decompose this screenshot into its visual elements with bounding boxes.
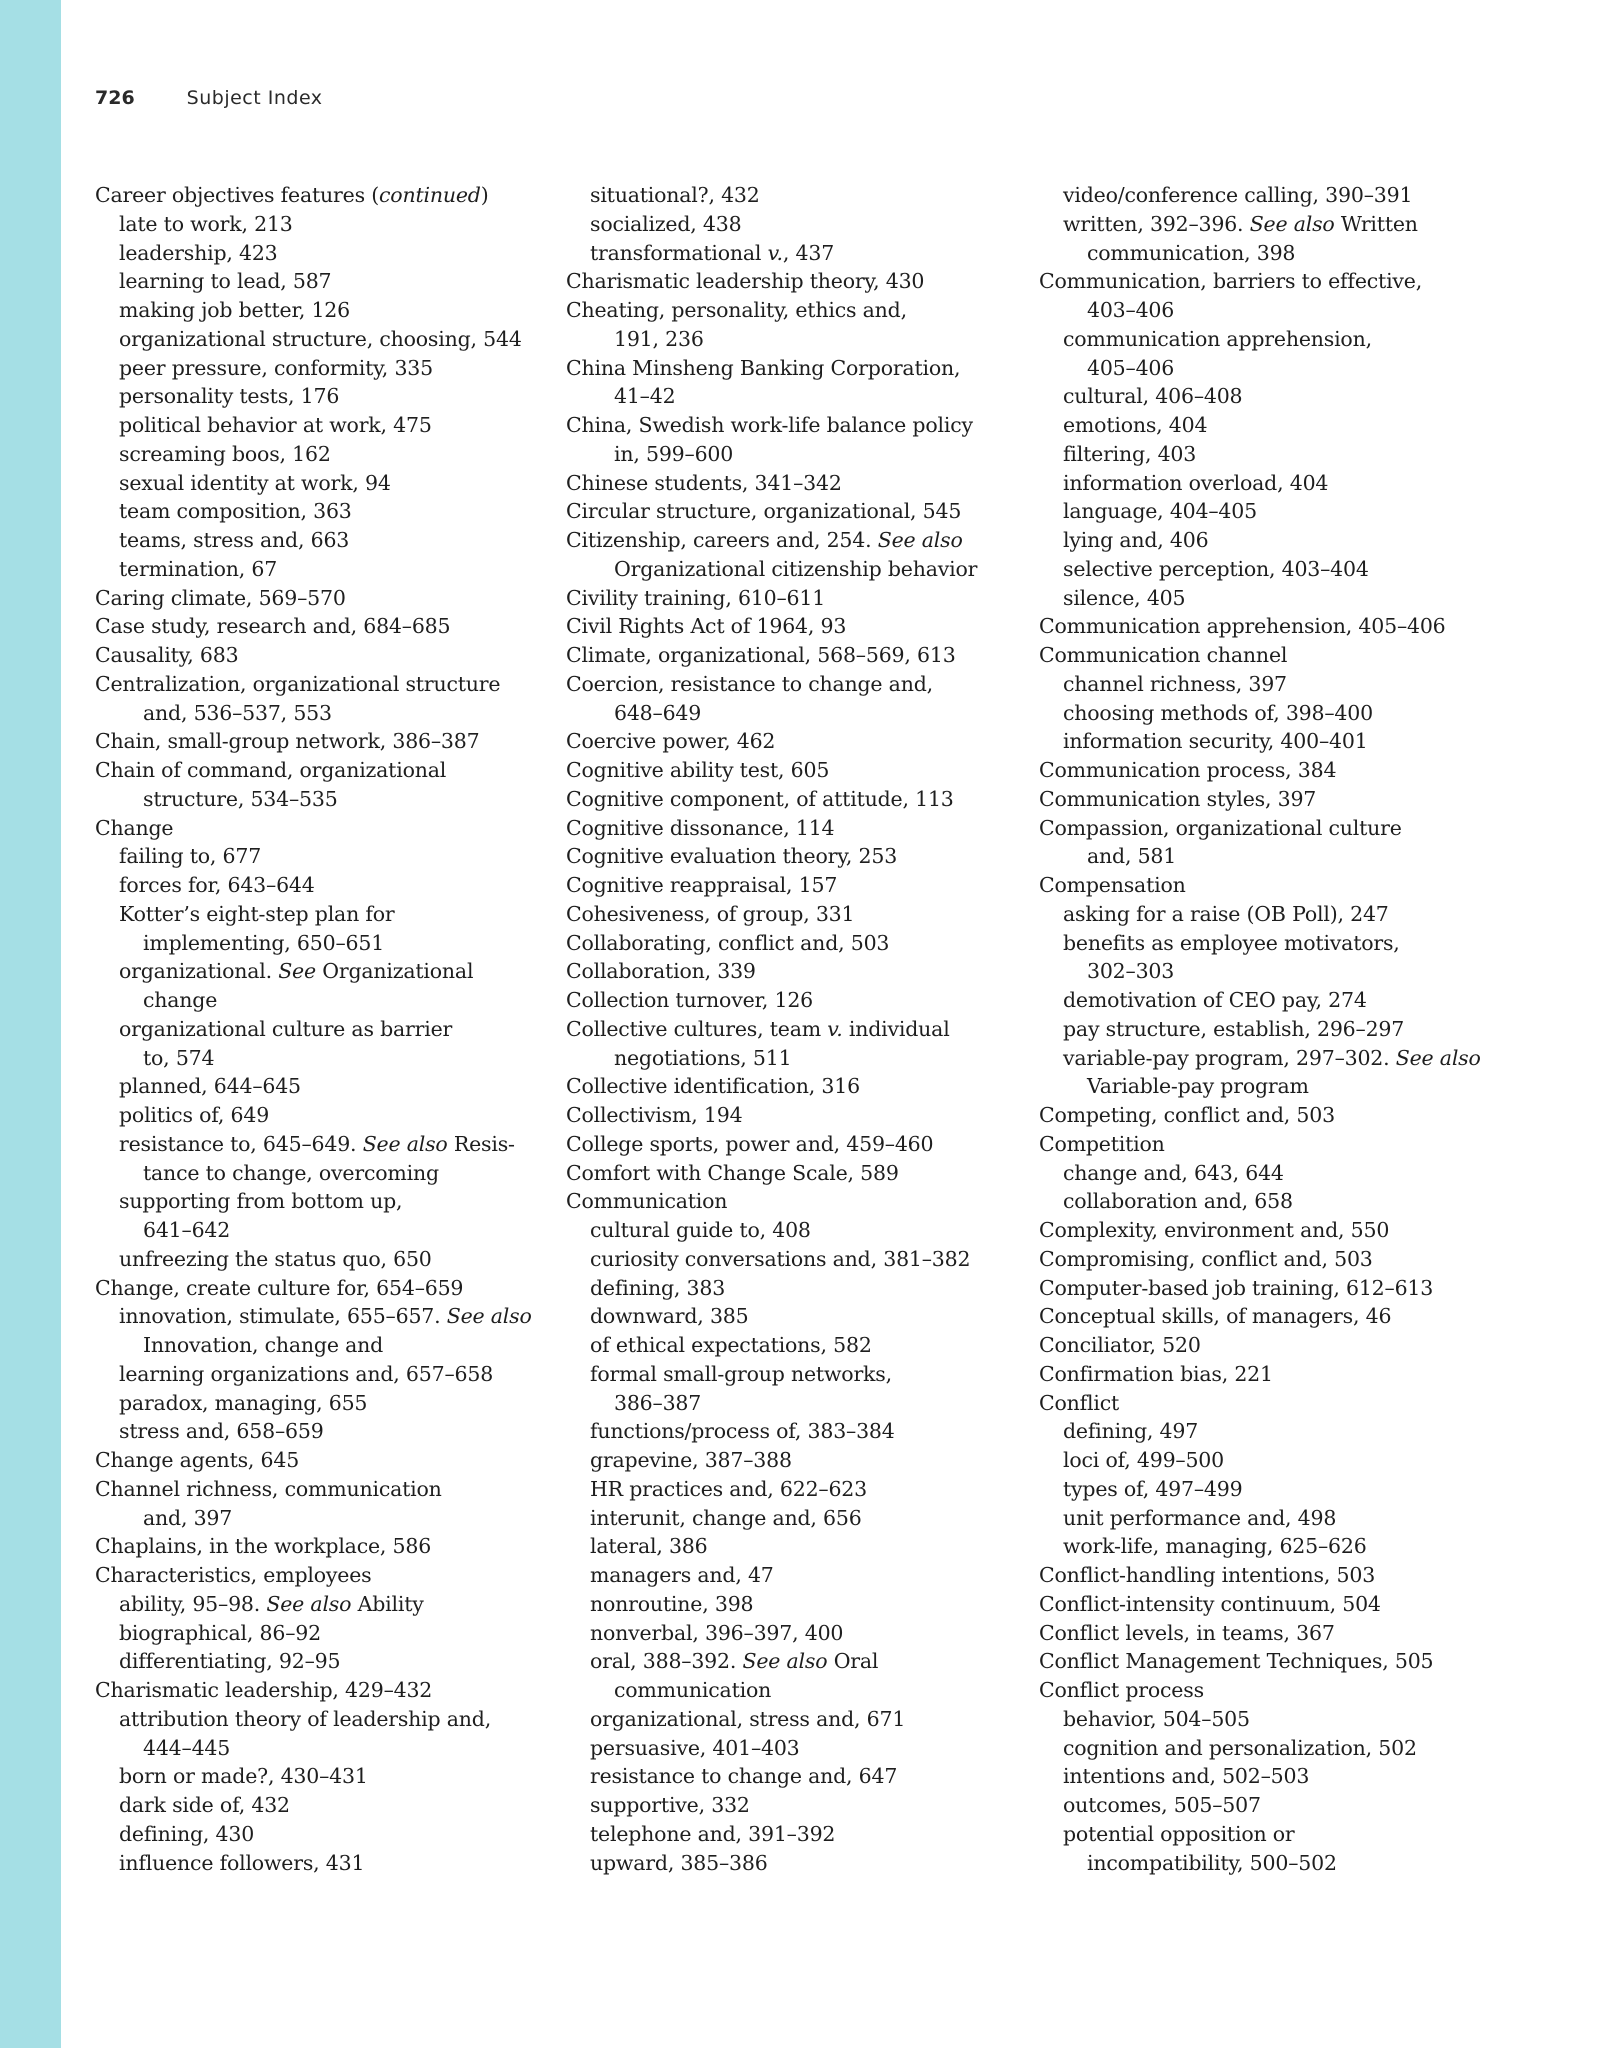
index-subentry: curiosity conversations and, 381–382 [590,1246,971,1271]
index-subentry: supportive, 332 [590,1793,750,1817]
index-subentry: organizational culture as barrier [119,1016,453,1041]
index-column-2 [566,181,1006,1877]
index-heading: Cognitive reappraisal, 157 [566,873,838,897]
index-subentry: innovation, stimulate, 655–657. See also [119,1304,532,1329]
index-subentry: written, 392–396. See also Written [1063,211,1418,236]
index-heading: Coercion, resistance to change and, [566,671,933,696]
index-subentry: politics of, 649 [119,1103,270,1127]
index-subentry: selective perception, 403–404 [1063,556,1369,581]
index-subentry: failing to, 677 [119,844,262,869]
index-subentry: attribution theory of leadership and, [119,1706,492,1731]
index-subentry: resistance to, 645–649. See also Resis- [119,1131,515,1156]
index-heading: Conflict [1039,1390,1120,1415]
index-subentry: potential opposition or [1063,1821,1295,1846]
index-subentry: termination, 67 [119,556,278,581]
index-subentry: filtering, 403 [1063,441,1197,466]
index-heading: Cohesiveness, of group, 331 [566,901,855,926]
index-heading: Compassion, organizational culture [1039,815,1402,840]
index-subentry: silence, 405 [1063,585,1186,610]
index-continuation: Organizational citizenship behavior [614,556,978,581]
index-column-1 [95,181,535,1877]
index-continuation: and, 397 [143,1505,233,1530]
index-heading: Civility training, 610–611 [566,585,826,610]
index-heading: Circular structure, organizational, 545 [566,499,962,524]
index-continuation: implementing, 650–651 [143,930,385,955]
index-column-3 [1039,181,1479,1877]
index-subentry: nonverbal, 396–397, 400 [590,1620,844,1645]
index-heading: Collective identification, 316 [566,1074,860,1099]
index-subentry: personality tests, 176 [119,384,340,409]
index-heading: Chaplains, in the workplace, 586 [95,1534,432,1559]
index-continuation: in, 599–600 [614,441,734,466]
index-heading: Channel richness, communication [95,1476,442,1501]
index-subentry: teams, stress and, 663 [119,528,350,552]
index-heading: Conflict Management Techniques, 505 [1039,1649,1434,1674]
index-heading: Causality, 683 [95,643,239,667]
index-subentry: cultural guide to, 408 [590,1218,811,1242]
index-continuation: 648–649 [614,700,702,725]
index-subentry: defining, 430 [119,1821,255,1846]
index-subentry: of ethical expectations, 582 [590,1333,872,1357]
index-heading: Conceptual skills, of managers, 46 [1039,1304,1392,1329]
index-continuation: and, 536–537, 553 [143,700,332,725]
index-continuation: Innovation, change and [143,1333,384,1357]
index-subentry: outcomes, 505–507 [1063,1793,1261,1817]
index-subentry: choosing methods of, 398–400 [1063,700,1373,725]
index-heading: Characteristics, employees [95,1563,372,1587]
section-title: Subject Index [186,87,323,109]
index-continuation: 41–42 [614,384,676,409]
index-subentry: telephone and, 391–392 [590,1821,836,1846]
page-edge-color-bar [0,0,61,2048]
index-subentry: leadership, 423 [119,240,278,265]
index-subentry: communication apprehension, [1063,326,1372,351]
index-heading: Civil Rights Act of 1964, 93 [566,614,847,639]
index-heading: Career objectives features (continued) [95,183,489,207]
index-subentry: peer pressure, conformity, 335 [119,355,433,380]
index-heading: Confirmation bias, 221 [1039,1361,1273,1386]
index-subentry: types of, 497–499 [1063,1476,1243,1501]
index-heading: Charismatic leadership, 429–432 [95,1678,433,1702]
index-subentry: transformational v., 437 [590,240,835,265]
index-heading: Communication styles, 397 [1039,786,1317,811]
index-subentry: socialized, 438 [590,211,742,236]
index-heading: Citizenship, careers and, 254. See also [566,528,963,552]
index-continuation: communication, 398 [1087,240,1296,265]
index-continuation: communication [614,1678,772,1702]
index-subentry: language, 404–405 [1063,499,1257,524]
index-subentry: defining, 383 [590,1275,726,1300]
index-continuation: to, 574 [143,1045,215,1070]
index-subentry: pay structure, establish, 296–297 [1063,1016,1405,1041]
index-subentry: intentions and, 502–503 [1063,1764,1310,1789]
index-subentry: influence followers, 431 [119,1850,365,1875]
index-heading: Caring climate, 569–570 [95,585,346,610]
index-heading: Communication apprehension, 405–406 [1039,614,1446,639]
index-subentry: resistance to change and, 647 [590,1764,898,1789]
index-heading: Cheating, personality, ethics and, [566,298,907,322]
index-subentry: learning to lead, 587 [119,269,332,294]
index-subentry: planned, 644–645 [119,1074,301,1099]
index-heading: Collection turnover, 126 [566,988,814,1012]
running-header [95,87,323,109]
index-continuation: 403–406 [1087,298,1175,322]
index-heading: Chain of command, organizational [95,758,447,782]
index-subentry: cultural, 406–408 [1063,384,1243,409]
index-heading: Competition [1039,1131,1165,1156]
index-heading: Compromising, conflict and, 503 [1039,1246,1373,1271]
index-subentry: cognition and personalization, 502 [1063,1735,1417,1760]
index-heading: China, Swedish work-life balance policy [566,413,973,437]
index-heading: Compensation [1039,873,1186,897]
index-heading: Change, create culture for, 654–659 [95,1275,464,1300]
index-subentry: channel richness, 397 [1063,671,1287,696]
index-heading: Computer-based job training, 612–613 [1039,1275,1434,1300]
index-subentry: lying and, 406 [1063,528,1209,552]
index-continuation: 444–445 [143,1735,231,1760]
index-subentry: variable-pay program, 297–302. See also [1063,1045,1481,1070]
index-heading: Collective cultures, team v. individual [566,1016,950,1041]
index-heading: Climate, organizational, 568–569, 613 [566,643,956,667]
index-continuation: and, 581 [1087,844,1177,869]
index-heading: Complexity, environment and, 550 [1039,1218,1390,1242]
index-continuation: structure, 534–535 [143,786,338,811]
index-subentry: learning organizations and, 657–658 [119,1361,494,1386]
index-subentry: change and, 643, 644 [1063,1160,1284,1185]
index-subentry: situational?, 432 [590,183,760,207]
index-heading: Conflict-handling intentions, 503 [1039,1563,1376,1587]
index-subentry: behavior, 504–505 [1063,1706,1250,1731]
index-heading: Cognitive evaluation theory, 253 [566,844,898,869]
index-subentry: making job better, 126 [119,298,350,322]
index-subentry: stress and, 658–659 [119,1419,324,1444]
index-heading: Centralization, organizational structure [95,671,501,696]
index-subentry: organizational, stress and, 671 [590,1706,906,1731]
index-subentry: demotivation of CEO pay, 274 [1063,988,1367,1012]
index-subentry: asking for a raise (OB Poll), 247 [1063,901,1389,926]
index-heading: Conciliator, 520 [1039,1333,1201,1357]
index-continuation: 641–642 [143,1218,231,1242]
index-subentry: born or made?, 430–431 [119,1764,368,1789]
index-subentry: political behavior at work, 475 [119,413,432,437]
index-subentry: ability, 95–98. See also Ability [119,1591,424,1616]
index-heading: Communication, barriers to effective, [1039,269,1423,294]
index-subentry: sexual identity at work, 94 [119,470,391,495]
index-subentry: benefits as employee motivators, [1063,930,1400,955]
index-heading: Conflict process [1039,1678,1204,1702]
index-heading: Communication channel [1039,643,1288,667]
index-heading: College sports, power and, 459–460 [566,1131,934,1156]
index-subentry: biographical, 86–92 [119,1620,321,1645]
index-heading: Coercive power, 462 [566,729,776,754]
index-heading: Collectivism, 194 [566,1103,743,1127]
index-subentry: formal small-group networks, [590,1361,892,1386]
index-heading: Change [95,815,174,840]
index-subentry: information security, 400–401 [1063,729,1368,754]
index-subentry: HR practices and, 622–623 [590,1476,867,1501]
index-subentry: dark side of, 432 [119,1793,290,1817]
index-continuation: incompatibility, 500–502 [1087,1850,1337,1875]
index-subentry: defining, 497 [1063,1419,1199,1444]
index-subentry: screaming boos, 162 [119,441,331,466]
index-heading: Competing, conflict and, 503 [1039,1103,1335,1127]
index-subentry: paradox, managing, 655 [119,1390,368,1415]
index-continuation: 386–387 [614,1390,702,1415]
index-subentry: late to work, 213 [119,211,293,236]
index-subentry: lateral, 386 [590,1534,708,1559]
index-heading: Case study, research and, 684–685 [95,614,451,639]
index-subentry: unfreezing the status quo, 650 [119,1246,432,1271]
index-continuation: change [143,988,218,1012]
index-continuation: tance to change, overcoming [143,1160,439,1185]
index-heading: Cognitive dissonance, 114 [566,815,835,840]
index-subentry: managers and, 47 [590,1563,774,1587]
page-number: 726 [95,87,135,109]
index-continuation: 302–303 [1087,959,1175,984]
index-continuation: negotiations, 511 [614,1045,792,1070]
index-heading: Conflict-intensity continuum, 504 [1039,1591,1381,1616]
index-heading: Chinese students, 341–342 [566,470,842,495]
index-subentry: unit performance and, 498 [1063,1505,1337,1530]
index-subentry: video/conference calling, 390–391 [1063,183,1413,207]
index-heading: Collaborating, conflict and, 503 [566,930,890,955]
index-heading: Conflict levels, in teams, 367 [1039,1620,1335,1645]
index-subentry: information overload, 404 [1063,470,1329,495]
index-subentry: work-life, managing, 625–626 [1063,1534,1367,1559]
index-subentry: forces for, 643–644 [119,873,315,897]
index-subentry: team composition, 363 [119,499,352,524]
index-continuation: Variable-pay program [1087,1074,1309,1099]
index-subentry: interunit, change and, 656 [590,1505,862,1530]
index-subentry: downward, 385 [590,1304,749,1329]
index-subentry: loci of, 499–500 [1063,1448,1224,1472]
index-subentry: Kotter’s eight-step plan for [119,901,395,926]
index-heading: Comfort with Change Scale, 589 [566,1160,899,1185]
index-subentry: nonroutine, 398 [590,1591,754,1616]
index-continuation: 191, 236 [614,326,704,351]
index-subentry: differentiating, 92–95 [119,1649,341,1674]
index-heading: Change agents, 645 [95,1448,300,1472]
index-subentry: organizational. See Organizational [119,959,474,984]
index-heading: Cognitive component, of attitude, 113 [566,786,954,811]
index-heading: Communication [566,1189,728,1214]
index-subentry: persuasive, 401–403 [590,1735,800,1760]
index-subentry: emotions, 404 [1063,413,1208,437]
index-heading: Chain, small-group network, 386–387 [95,729,480,754]
index-subentry: supporting from bottom up, [119,1189,403,1214]
index-heading: Charismatic leadership theory, 430 [566,269,925,294]
index-heading: China Minsheng Banking Corporation, [566,355,961,380]
index-heading: Collaboration, 339 [566,959,756,984]
index-subentry: organizational structure, choosing, 544 [119,326,522,351]
index-heading: Communication process, 384 [1039,758,1337,782]
index-subentry: upward, 385–386 [590,1850,768,1875]
index-continuation: 405–406 [1087,355,1175,380]
index-subentry: collaboration and, 658 [1063,1189,1293,1214]
index-heading: Cognitive ability test, 605 [566,758,830,782]
index-subentry: grapevine, 387–388 [590,1448,792,1472]
index-subentry: oral, 388–392. See also Oral [590,1649,879,1674]
index-subentry: functions/process of, 383–384 [590,1419,895,1444]
